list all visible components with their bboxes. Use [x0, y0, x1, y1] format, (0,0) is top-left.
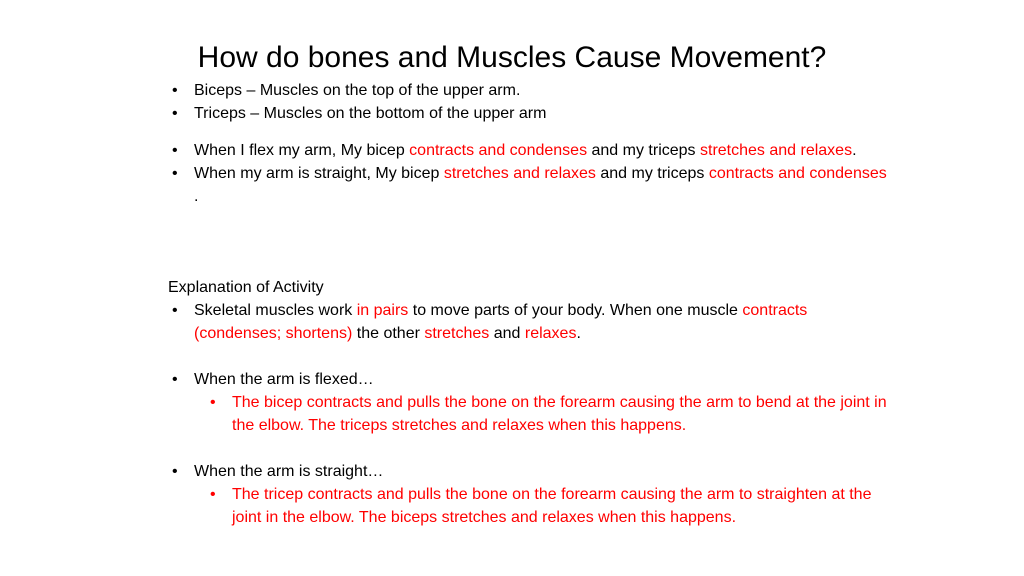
flex-triceps-action: stretches and relaxes: [700, 142, 853, 159]
straight-text-a: When my arm is straight, My bicep: [194, 165, 444, 182]
pairs-text-g: and: [489, 325, 525, 342]
straight-bicep-action: stretches and relaxes: [443, 165, 596, 182]
pairs-text-a: Skeletal muscles work: [194, 302, 357, 319]
slide-title: How do bones and Muscles Cause Movement?: [197, 41, 827, 74]
pairs-contracts: contracts (condenses; shortens): [194, 302, 808, 342]
pairs-highlight: in pairs: [356, 302, 409, 319]
muscle-definitions: [168, 79, 888, 125]
straight-text-e: .: [194, 188, 199, 205]
pairs-text-c: to move parts of your body. When one muscle: [408, 302, 743, 319]
triceps-definition: • Triceps – Muscles on the bottom of the upper arm: [168, 102, 888, 125]
flex-bicep-action: contracts and condenses: [409, 142, 588, 159]
flex-text-e: .: [852, 142, 857, 159]
straight-triceps-action: contracts and condenses: [708, 165, 887, 182]
flexed-detail: • The bicep contracts and pulls the bone on the forearm causing the arm to bend at the joint in the elbow. The triceps stretches and relaxes when this happens.: [206, 391, 888, 437]
flex-statement: [168, 139, 888, 162]
explanation-section: [168, 276, 888, 529]
biceps-definition: • Biceps – Muscles on the top of the upper arm.: [168, 79, 888, 102]
pairs-text-e: the other: [352, 325, 425, 342]
straight-heading: • When the arm is straight…: [168, 460, 888, 483]
flexed-heading: • When the arm is flexed…: [168, 368, 888, 391]
pairs-text-i: .: [576, 325, 581, 342]
pairs-stretches: stretches: [424, 325, 490, 342]
explanation-heading: Explanation of Activity: [168, 279, 324, 296]
pairs-relaxes: relaxes: [524, 325, 577, 342]
pairs-statement: [168, 299, 888, 345]
straight-statement: [168, 162, 888, 208]
spacer: [168, 437, 888, 460]
flex-text-a: When I flex my arm, My bicep: [194, 142, 410, 159]
straight-detail: • The tricep contracts and pulls the bone on the forearm causing the arm to straighten at the joint in the elbow. The biceps stretches and relaxes when this happens.: [206, 483, 888, 529]
flex-text-c: and my triceps: [587, 142, 700, 159]
straight-text-c: and my triceps: [595, 165, 709, 182]
spacer: [168, 345, 888, 368]
movement-description: [168, 139, 888, 208]
